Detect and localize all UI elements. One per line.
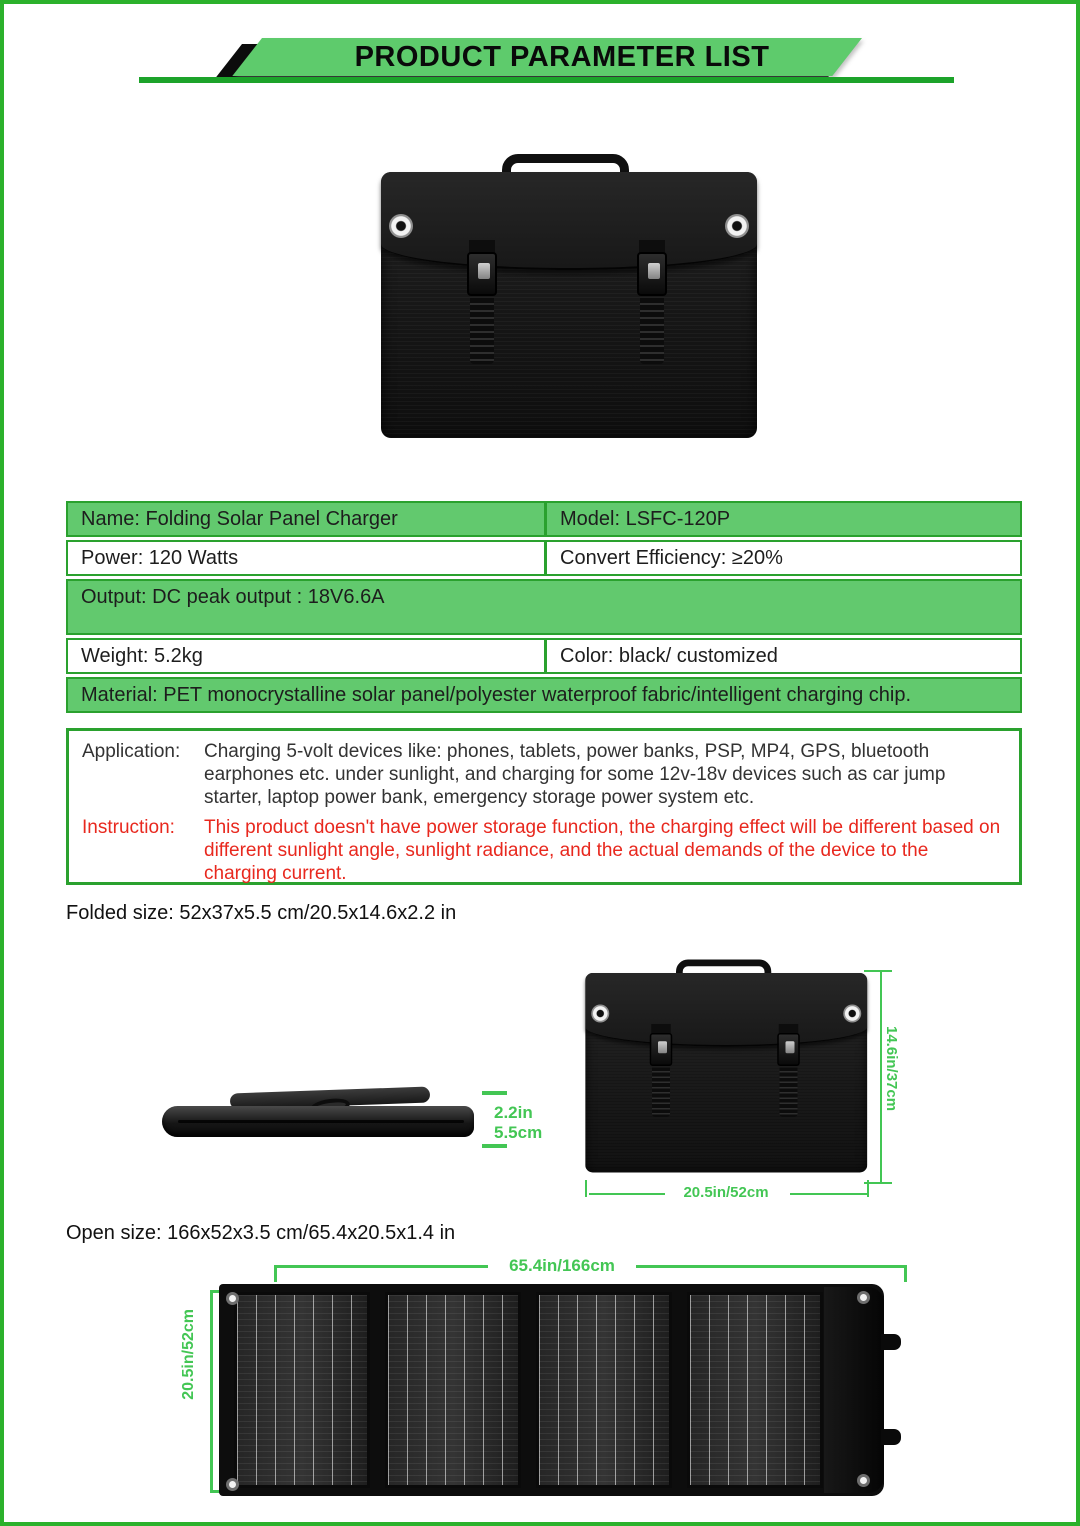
strap-buckle bbox=[777, 1033, 800, 1120]
table-row bbox=[66, 540, 1022, 576]
open-height-line bbox=[210, 1290, 213, 1493]
cell-efficiency: Convert Efficiency: ≥20% bbox=[545, 540, 1022, 576]
solar-panel bbox=[536, 1292, 672, 1488]
spec-table bbox=[66, 501, 1022, 716]
open-size-heading: Open size: 166x52x3.5 cm/65.4x20.5x1.4 in bbox=[66, 1222, 456, 1244]
grommet bbox=[843, 1005, 861, 1023]
table-row bbox=[66, 501, 1022, 537]
table-row bbox=[66, 677, 1022, 713]
grommet bbox=[226, 1292, 239, 1305]
cell-name: Name: Folding Solar Panel Charger bbox=[66, 501, 546, 537]
solar-panel bbox=[385, 1292, 521, 1488]
cell-power: Power: 120 Watts bbox=[66, 540, 546, 576]
grommet bbox=[857, 1474, 870, 1487]
width-dim-label: 20.5in/52cm bbox=[683, 1184, 769, 1201]
instruction-label: Instruction: bbox=[82, 817, 175, 838]
width-dim-tick-right bbox=[867, 1180, 869, 1197]
table-row bbox=[66, 638, 1022, 674]
grommet bbox=[226, 1478, 239, 1491]
cell-color: Color: black/ customized bbox=[545, 638, 1022, 674]
grommet bbox=[857, 1291, 870, 1304]
solar-panel bbox=[687, 1292, 823, 1488]
height-dim-tick-top bbox=[864, 970, 892, 972]
buckle-tab bbox=[881, 1334, 901, 1350]
buckle-tab bbox=[881, 1429, 901, 1445]
thickness-dim-label-cm: 5.5cm bbox=[494, 1123, 543, 1142]
strap-buckle bbox=[650, 1033, 673, 1120]
panel-end-flap bbox=[824, 1287, 884, 1493]
cell-model: Model: LSFC-120P bbox=[545, 501, 1022, 537]
height-dim-line bbox=[880, 970, 882, 1184]
cell-output: Output: DC peak output : 18V6.6A bbox=[66, 579, 1022, 635]
bag-flap bbox=[585, 973, 867, 1047]
width-dim-line-right bbox=[790, 1193, 867, 1195]
thickness-dim-tick-bottom bbox=[482, 1144, 507, 1148]
folded-front-view-image bbox=[580, 952, 873, 1181]
open-panel-image bbox=[219, 1284, 919, 1499]
grommet bbox=[591, 1005, 609, 1023]
instruction-text: This product doesn't have power storage function, the charging effect will be different based on different sunlight angle, sunlight radiance, and the actual demands of the device to the charging current. bbox=[204, 817, 1001, 884]
strap-buckle bbox=[467, 252, 497, 368]
folded-side-view-image bbox=[162, 1086, 482, 1152]
strap-buckle bbox=[637, 252, 667, 368]
open-width-label: 65.4in/166cm bbox=[509, 1256, 615, 1275]
folded-size-heading: Folded size: 52x37x5.5 cm/20.5x14.6x2.2 in bbox=[66, 902, 457, 924]
instruction-note bbox=[82, 816, 1006, 885]
width-dim-tick-left bbox=[585, 1180, 587, 1197]
page-title: PRODUCT PARAMETER LIST bbox=[354, 40, 770, 73]
open-width-line-left bbox=[276, 1265, 488, 1268]
hero-product-image bbox=[374, 144, 764, 449]
application-note bbox=[82, 740, 1006, 809]
table-row bbox=[66, 579, 1022, 635]
width-dim-line-left bbox=[589, 1193, 665, 1195]
banner-underline bbox=[139, 77, 954, 83]
open-width-tick-right bbox=[904, 1265, 907, 1282]
open-width-line-right bbox=[636, 1265, 907, 1268]
cell-weight: Weight: 5.2kg bbox=[66, 638, 546, 674]
notes-box bbox=[66, 728, 1022, 885]
cell-material: Material: PET monocrystalline solar panel/polyester waterproof fabric/intelligent charging chip. bbox=[66, 677, 1022, 713]
grommet bbox=[725, 214, 749, 238]
application-text: Charging 5-volt devices like: phones, tablets, power banks, PSP, MP4, GPS, bluetooth earphones etc. under sunlight, and charging for some 12v-18v devices such as car jump starter, laptop power bank, emergency storage power system etc. bbox=[204, 741, 946, 808]
solar-panel bbox=[234, 1292, 370, 1488]
grommet bbox=[389, 214, 413, 238]
bag-flap bbox=[381, 172, 757, 270]
thickness-dim-label-in: 2.2in bbox=[494, 1103, 533, 1122]
height-dim-label: 14.6in/37cm bbox=[883, 1026, 900, 1112]
application-label: Application: bbox=[82, 741, 181, 762]
thickness-dim-tick-top bbox=[482, 1091, 507, 1095]
open-height-label: 20.5in/52cm bbox=[180, 1309, 197, 1400]
